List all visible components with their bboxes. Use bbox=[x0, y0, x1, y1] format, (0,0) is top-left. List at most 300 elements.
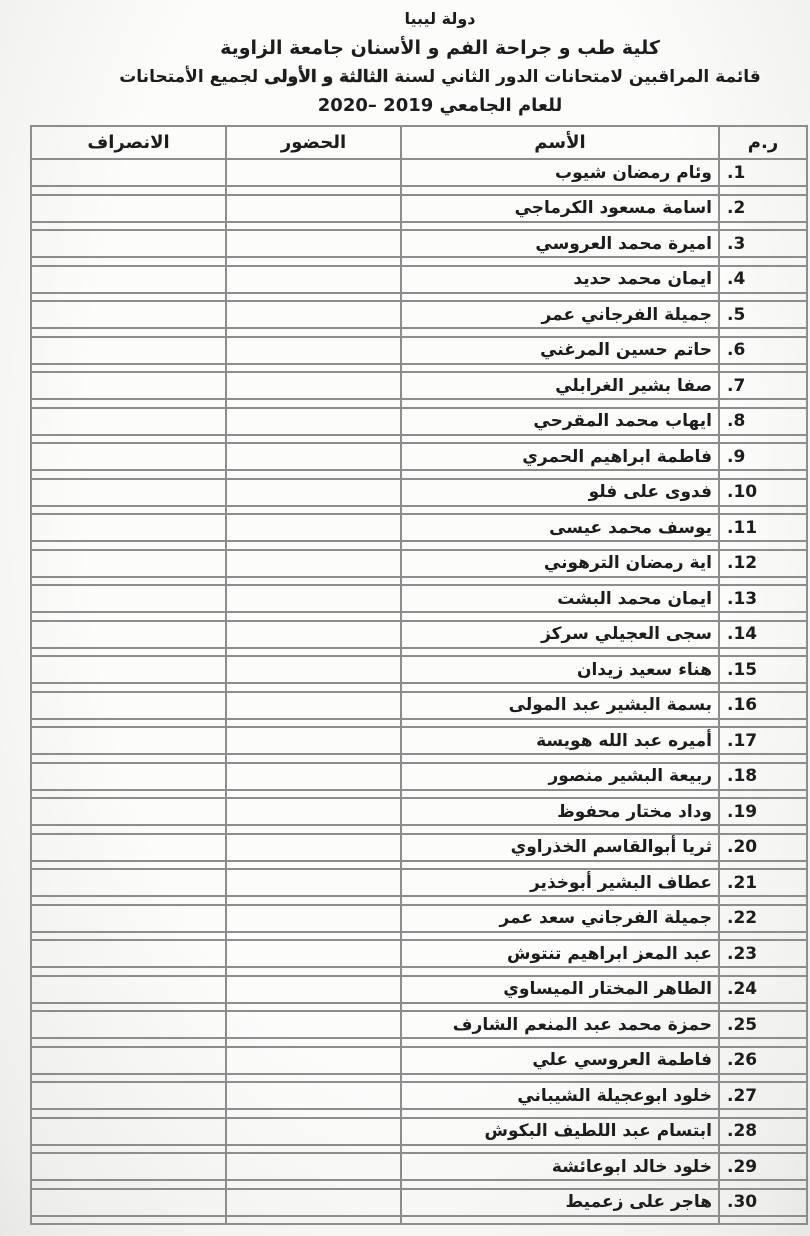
row-number-cell: 15. bbox=[719, 656, 807, 683]
spacer-cell bbox=[226, 1109, 401, 1118]
table-row bbox=[31, 1118, 807, 1145]
spacer-cell bbox=[719, 541, 807, 550]
spacer-row bbox=[31, 293, 807, 302]
spacer-cell bbox=[226, 435, 401, 444]
spacer-cell bbox=[31, 825, 226, 834]
departure-cell bbox=[31, 301, 226, 328]
spacer-cell bbox=[719, 328, 807, 337]
table-row bbox=[31, 301, 807, 328]
spacer-cell bbox=[401, 648, 719, 657]
name-cell: صفا بشير الغرابلي bbox=[401, 372, 719, 399]
row-number-cell: 22. bbox=[719, 905, 807, 932]
attendance-cell bbox=[226, 656, 401, 683]
spacer-cell bbox=[401, 257, 719, 266]
spacer-row bbox=[31, 186, 807, 195]
table-row bbox=[31, 337, 807, 364]
row-number-cell: 7. bbox=[719, 372, 807, 399]
spacer-cell bbox=[401, 1074, 719, 1083]
table-row bbox=[31, 408, 807, 435]
spacer-cell bbox=[719, 1038, 807, 1047]
spacer-cell bbox=[719, 1003, 807, 1012]
spacer-row bbox=[31, 435, 807, 444]
spacer-row bbox=[31, 1109, 807, 1118]
departure-cell bbox=[31, 1153, 226, 1180]
table-row bbox=[31, 372, 807, 399]
table-row bbox=[31, 976, 807, 1003]
column-header-departure: الانصراف bbox=[31, 126, 226, 159]
name-cell: ايمان محمد حديد bbox=[401, 266, 719, 293]
departure-cell bbox=[31, 1189, 226, 1216]
departure-cell bbox=[31, 479, 226, 506]
table-row bbox=[31, 1047, 807, 1074]
spacer-cell bbox=[226, 719, 401, 728]
departure-cell bbox=[31, 230, 226, 257]
spacer-row bbox=[31, 683, 807, 692]
row-number-cell: 4. bbox=[719, 266, 807, 293]
document-heading bbox=[70, 5, 810, 120]
name-cell: فاطمة ابراهيم الحمري bbox=[401, 443, 719, 470]
departure-cell bbox=[31, 621, 226, 648]
spacer-cell bbox=[719, 754, 807, 763]
spacer-cell bbox=[719, 257, 807, 266]
spacer-cell bbox=[31, 754, 226, 763]
spacer-cell bbox=[226, 293, 401, 302]
spacer-cell bbox=[719, 1145, 807, 1154]
name-cell: ابتسام عبد اللطيف البكوش bbox=[401, 1118, 719, 1145]
name-cell: عبد المعز ابراهيم تنتوش bbox=[401, 940, 719, 967]
name-cell: جميلة الفرجاني عمر bbox=[401, 301, 719, 328]
table-row bbox=[31, 1011, 807, 1038]
row-number-cell: 26. bbox=[719, 1047, 807, 1074]
spacer-cell bbox=[31, 328, 226, 337]
spacer-cell bbox=[401, 364, 719, 373]
spacer-row bbox=[31, 719, 807, 728]
spacer-row bbox=[31, 399, 807, 408]
name-cell: بسمة البشير عبد المولى bbox=[401, 692, 719, 719]
attendance-cell bbox=[226, 585, 401, 612]
departure-cell bbox=[31, 798, 226, 825]
table-header-row bbox=[31, 126, 807, 159]
spacer-cell bbox=[719, 612, 807, 621]
spacer-cell bbox=[226, 1038, 401, 1047]
attendance-cell bbox=[226, 1153, 401, 1180]
name-cell: خلود ابوعجيلة الشيباني bbox=[401, 1082, 719, 1109]
list-title bbox=[70, 63, 810, 92]
spacer-cell bbox=[719, 861, 807, 870]
attendance-cell bbox=[226, 408, 401, 435]
name-cell: عطاف البشير أبوخذير bbox=[401, 869, 719, 896]
table-body bbox=[31, 159, 807, 1224]
attendance-cell bbox=[226, 337, 401, 364]
row-number-cell: 5. bbox=[719, 301, 807, 328]
spacer-cell bbox=[31, 1145, 226, 1154]
spacer-cell bbox=[226, 1216, 401, 1225]
spacer-cell bbox=[31, 648, 226, 657]
spacer-cell bbox=[31, 1109, 226, 1118]
row-number-cell: 16. bbox=[719, 692, 807, 719]
row-number-cell: 21. bbox=[719, 869, 807, 896]
name-cell: الطاهر المختار الميساوي bbox=[401, 976, 719, 1003]
row-number-cell: 2. bbox=[719, 195, 807, 222]
attendance-cell bbox=[226, 763, 401, 790]
departure-cell bbox=[31, 159, 226, 186]
spacer-cell bbox=[31, 541, 226, 550]
spacer-cell bbox=[719, 683, 807, 692]
spacer-cell bbox=[31, 293, 226, 302]
spacer-cell bbox=[31, 186, 226, 195]
spacer-cell bbox=[719, 1180, 807, 1189]
attendance-cell bbox=[226, 159, 401, 186]
departure-cell bbox=[31, 550, 226, 577]
column-header-attendance: الحضور bbox=[226, 126, 401, 159]
spacer-cell bbox=[31, 790, 226, 799]
name-cell: فاطمة العروسي علي bbox=[401, 1047, 719, 1074]
spacer-cell bbox=[719, 967, 807, 976]
list-title-years-emphasis: الثالثة و الأولى bbox=[264, 67, 389, 87]
departure-cell bbox=[31, 940, 226, 967]
spacer-row bbox=[31, 1180, 807, 1189]
row-number-cell: 18. bbox=[719, 763, 807, 790]
spacer-cell bbox=[401, 1145, 719, 1154]
name-cell: ثريا أبوالقاسم الخذراوي bbox=[401, 834, 719, 861]
departure-cell bbox=[31, 656, 226, 683]
name-cell: جميلة الفرجاني سعد عمر bbox=[401, 905, 719, 932]
departure-cell bbox=[31, 337, 226, 364]
spacer-cell bbox=[401, 1003, 719, 1012]
name-cell: هاجر على زعميط bbox=[401, 1189, 719, 1216]
row-number-cell: 17. bbox=[719, 727, 807, 754]
spacer-cell bbox=[401, 1180, 719, 1189]
row-number-cell: 6. bbox=[719, 337, 807, 364]
name-cell: حاتم حسين المرغني bbox=[401, 337, 719, 364]
spacer-cell bbox=[31, 967, 226, 976]
spacer-cell bbox=[401, 967, 719, 976]
spacer-cell bbox=[226, 825, 401, 834]
spacer-cell bbox=[31, 1038, 226, 1047]
spacer-cell bbox=[719, 399, 807, 408]
spacer-row bbox=[31, 1038, 807, 1047]
spacer-cell bbox=[226, 790, 401, 799]
spacer-cell bbox=[226, 967, 401, 976]
spacer-cell bbox=[401, 293, 719, 302]
table-row bbox=[31, 798, 807, 825]
departure-cell bbox=[31, 266, 226, 293]
attendance-cell bbox=[226, 976, 401, 1003]
table-row bbox=[31, 905, 807, 932]
spacer-cell bbox=[31, 435, 226, 444]
row-number-cell: 25. bbox=[719, 1011, 807, 1038]
spacer-cell bbox=[401, 470, 719, 479]
spacer-cell bbox=[401, 612, 719, 621]
table-row bbox=[31, 656, 807, 683]
spacer-cell bbox=[401, 186, 719, 195]
row-number-cell: 12. bbox=[719, 550, 807, 577]
table-row bbox=[31, 1082, 807, 1109]
spacer-cell bbox=[401, 328, 719, 337]
column-header-name: الأسم bbox=[401, 126, 719, 159]
spacer-cell bbox=[719, 896, 807, 905]
attendance-cell bbox=[226, 1047, 401, 1074]
row-number-cell: 27. bbox=[719, 1082, 807, 1109]
attendance-cell bbox=[226, 727, 401, 754]
departure-cell bbox=[31, 408, 226, 435]
departure-cell bbox=[31, 1118, 226, 1145]
spacer-cell bbox=[31, 896, 226, 905]
name-cell: اميرة محمد العروسي bbox=[401, 230, 719, 257]
spacer-cell bbox=[719, 790, 807, 799]
spacer-cell bbox=[226, 470, 401, 479]
name-cell: يوسف محمد عيسى bbox=[401, 514, 719, 541]
attendance-cell bbox=[226, 443, 401, 470]
spacer-cell bbox=[401, 222, 719, 231]
spacer-row bbox=[31, 506, 807, 515]
attendance-cell bbox=[226, 195, 401, 222]
attendance-cell bbox=[226, 1082, 401, 1109]
attendance-cell bbox=[226, 834, 401, 861]
spacer-cell bbox=[226, 1074, 401, 1083]
spacer-cell bbox=[31, 364, 226, 373]
attendance-cell bbox=[226, 869, 401, 896]
spacer-cell bbox=[31, 1180, 226, 1189]
name-cell: ايهاب محمد المقرحي bbox=[401, 408, 719, 435]
spacer-cell bbox=[719, 435, 807, 444]
spacer-cell bbox=[31, 470, 226, 479]
departure-cell bbox=[31, 869, 226, 896]
attendance-cell bbox=[226, 301, 401, 328]
spacer-cell bbox=[719, 1074, 807, 1083]
spacer-row bbox=[31, 328, 807, 337]
attendance-cell bbox=[226, 266, 401, 293]
name-cell: وئام رمضان شيوب bbox=[401, 159, 719, 186]
invigilators-table bbox=[30, 125, 808, 1225]
spacer-cell bbox=[719, 577, 807, 586]
column-header-number: ر.م bbox=[719, 126, 807, 159]
spacer-cell bbox=[226, 1145, 401, 1154]
attendance-cell bbox=[226, 1011, 401, 1038]
row-number-cell: 30. bbox=[719, 1189, 807, 1216]
spacer-cell bbox=[226, 1180, 401, 1189]
attendance-cell bbox=[226, 1189, 401, 1216]
table-row bbox=[31, 266, 807, 293]
table-row bbox=[31, 940, 807, 967]
departure-cell bbox=[31, 763, 226, 790]
spacer-cell bbox=[31, 1216, 226, 1225]
spacer-cell bbox=[31, 932, 226, 941]
spacer-row bbox=[31, 364, 807, 373]
spacer-cell bbox=[226, 683, 401, 692]
departure-cell bbox=[31, 976, 226, 1003]
name-cell: اية رمضان الترهوني bbox=[401, 550, 719, 577]
attendance-cell bbox=[226, 230, 401, 257]
spacer-cell bbox=[401, 1216, 719, 1225]
table-row bbox=[31, 159, 807, 186]
spacer-cell bbox=[401, 1109, 719, 1118]
spacer-cell bbox=[401, 754, 719, 763]
row-number-cell: 19. bbox=[719, 798, 807, 825]
row-number-cell: 28. bbox=[719, 1118, 807, 1145]
spacer-row bbox=[31, 861, 807, 870]
spacer-cell bbox=[401, 399, 719, 408]
spacer-cell bbox=[401, 1038, 719, 1047]
spacer-row bbox=[31, 896, 807, 905]
spacer-row bbox=[31, 825, 807, 834]
spacer-cell bbox=[719, 719, 807, 728]
attendance-cell bbox=[226, 514, 401, 541]
table-row bbox=[31, 479, 807, 506]
spacer-cell bbox=[401, 790, 719, 799]
spacer-cell bbox=[719, 186, 807, 195]
table-row bbox=[31, 763, 807, 790]
list-title-prefix: قائمة المراقبين لامتحانات الدور الثاني لسنة bbox=[388, 67, 761, 87]
spacer-cell bbox=[226, 861, 401, 870]
spacer-cell bbox=[31, 1074, 226, 1083]
departure-cell bbox=[31, 727, 226, 754]
spacer-row bbox=[31, 754, 807, 763]
spacer-cell bbox=[719, 222, 807, 231]
table-row bbox=[31, 514, 807, 541]
table-row bbox=[31, 834, 807, 861]
row-number-cell: 13. bbox=[719, 585, 807, 612]
spacer-row bbox=[31, 1003, 807, 1012]
spacer-row bbox=[31, 612, 807, 621]
spacer-row bbox=[31, 1074, 807, 1083]
row-number-cell: 20. bbox=[719, 834, 807, 861]
name-cell: ربيعة البشير منصور bbox=[401, 763, 719, 790]
departure-cell bbox=[31, 514, 226, 541]
spacer-cell bbox=[401, 719, 719, 728]
spacer-cell bbox=[401, 861, 719, 870]
spacer-cell bbox=[31, 719, 226, 728]
row-number-cell: 1. bbox=[719, 159, 807, 186]
spacer-cell bbox=[226, 1003, 401, 1012]
name-cell: هناء سعيد زيدان bbox=[401, 656, 719, 683]
name-cell: أميره عبد الله هويسة bbox=[401, 727, 719, 754]
spacer-cell bbox=[719, 648, 807, 657]
departure-cell bbox=[31, 1011, 226, 1038]
spacer-cell bbox=[401, 506, 719, 515]
attendance-cell bbox=[226, 621, 401, 648]
spacer-row bbox=[31, 648, 807, 657]
name-cell: وداد مختار محفوظ bbox=[401, 798, 719, 825]
departure-cell bbox=[31, 834, 226, 861]
spacer-cell bbox=[226, 186, 401, 195]
spacer-cell bbox=[226, 222, 401, 231]
row-number-cell: 3. bbox=[719, 230, 807, 257]
spacer-row bbox=[31, 967, 807, 976]
spacer-row bbox=[31, 470, 807, 479]
departure-cell bbox=[31, 585, 226, 612]
attendance-cell bbox=[226, 798, 401, 825]
spacer-cell bbox=[31, 222, 226, 231]
attendance-cell bbox=[226, 940, 401, 967]
spacer-cell bbox=[401, 435, 719, 444]
spacer-cell bbox=[31, 683, 226, 692]
attendance-cell bbox=[226, 479, 401, 506]
spacer-row bbox=[31, 1145, 807, 1154]
departure-cell bbox=[31, 905, 226, 932]
name-cell: خلود خالد ابوعائشة bbox=[401, 1153, 719, 1180]
attendance-cell bbox=[226, 1118, 401, 1145]
name-cell: فدوى على فلو bbox=[401, 479, 719, 506]
attendance-cell bbox=[226, 692, 401, 719]
spacer-cell bbox=[31, 577, 226, 586]
table-row bbox=[31, 585, 807, 612]
table-row bbox=[31, 692, 807, 719]
attendance-cell bbox=[226, 372, 401, 399]
spacer-cell bbox=[226, 399, 401, 408]
spacer-cell bbox=[31, 1003, 226, 1012]
row-number-cell: 8. bbox=[719, 408, 807, 435]
spacer-cell bbox=[31, 612, 226, 621]
table-row bbox=[31, 727, 807, 754]
spacer-cell bbox=[226, 896, 401, 905]
spacer-cell bbox=[719, 470, 807, 479]
spacer-row bbox=[31, 577, 807, 586]
country-title: دولة ليبيا bbox=[404, 9, 476, 28]
spacer-row bbox=[31, 932, 807, 941]
table-row bbox=[31, 230, 807, 257]
spacer-cell bbox=[226, 364, 401, 373]
departure-cell bbox=[31, 195, 226, 222]
list-title-suffix: لجميع الأمتحانات bbox=[119, 67, 265, 87]
spacer-cell bbox=[226, 648, 401, 657]
row-number-cell: 29. bbox=[719, 1153, 807, 1180]
table-row bbox=[31, 443, 807, 470]
spacer-row bbox=[31, 257, 807, 266]
attendance-cell bbox=[226, 550, 401, 577]
spacer-cell bbox=[226, 577, 401, 586]
departure-cell bbox=[31, 1082, 226, 1109]
departure-cell bbox=[31, 443, 226, 470]
spacer-cell bbox=[401, 825, 719, 834]
spacer-cell bbox=[226, 932, 401, 941]
attendance-cell bbox=[226, 905, 401, 932]
spacer-cell bbox=[31, 399, 226, 408]
spacer-cell bbox=[719, 1109, 807, 1118]
table-row bbox=[31, 195, 807, 222]
row-number-cell: 23. bbox=[719, 940, 807, 967]
spacer-cell bbox=[226, 257, 401, 266]
spacer-cell bbox=[719, 506, 807, 515]
table-row bbox=[31, 621, 807, 648]
spacer-cell bbox=[226, 541, 401, 550]
academic-year-line: للعام الجامعي 2019 –2020 bbox=[317, 95, 563, 116]
table-row bbox=[31, 1153, 807, 1180]
spacer-cell bbox=[401, 932, 719, 941]
spacer-row bbox=[31, 222, 807, 231]
spacer-cell bbox=[719, 1216, 807, 1225]
spacer-cell bbox=[719, 293, 807, 302]
spacer-cell bbox=[31, 506, 226, 515]
name-cell: ايمان محمد البشت bbox=[401, 585, 719, 612]
spacer-cell bbox=[401, 683, 719, 692]
spacer-cell bbox=[719, 825, 807, 834]
spacer-cell bbox=[226, 506, 401, 515]
row-number-cell: 9. bbox=[719, 443, 807, 470]
spacer-row bbox=[31, 1216, 807, 1225]
spacer-cell bbox=[226, 328, 401, 337]
spacer-row bbox=[31, 790, 807, 799]
row-number-cell: 24. bbox=[719, 976, 807, 1003]
spacer-cell bbox=[401, 896, 719, 905]
table-row bbox=[31, 869, 807, 896]
spacer-cell bbox=[226, 612, 401, 621]
row-number-cell: 10. bbox=[719, 479, 807, 506]
departure-cell bbox=[31, 692, 226, 719]
spacer-cell bbox=[719, 364, 807, 373]
name-cell: سجى العجيلي سركز bbox=[401, 621, 719, 648]
row-number-cell: 14. bbox=[719, 621, 807, 648]
